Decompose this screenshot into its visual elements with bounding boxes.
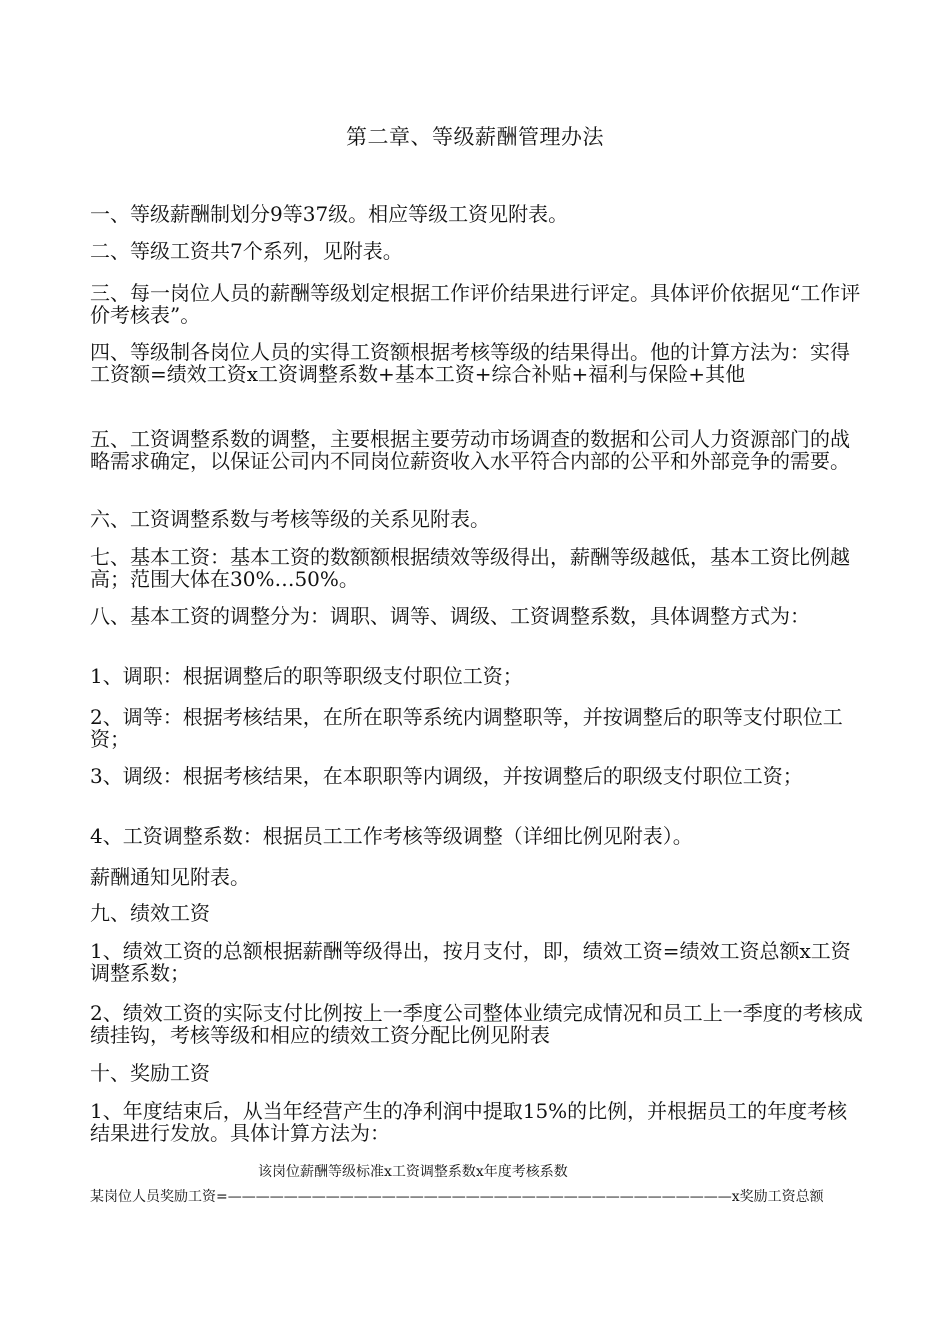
paragraph-9: 1、调职：根据调整后的职等职级支付职位工资； bbox=[90, 664, 523, 688]
paragraph-12: 4、工资调整系数：根据员工工作考核等级调整（详细比例见附表）。 bbox=[90, 824, 693, 848]
paragraph-10: 2、调等：根据考核结果，在所在职等系统内调整职等，并按调整后的职等支付职位工资； bbox=[90, 705, 843, 751]
paragraph-11: 3、调级：根据考核结果，在本职职等内调级，并按调整后的职级支付职位工资； bbox=[90, 764, 803, 788]
paragraph-2: 二、等级工资共7个系列，见附表。 bbox=[90, 239, 403, 263]
paragraph-6: 六、工资调整系数与考核等级的关系见附表。 bbox=[90, 507, 490, 531]
paragraph-13: 薪酬通知见附表。 bbox=[90, 865, 250, 889]
chapter-title: 第二章、等级薪酬管理办法 bbox=[346, 125, 604, 149]
paragraph-15: 1、绩效工资的总额根据薪酬等级得出，按月支付，即，绩效工资=绩效工资总额x工资调整系数； bbox=[90, 939, 851, 985]
paragraph-3: 三、每一岗位人员的薪酬等级划定根据工作评价结果进行评定。具体评价依据见“工作评价考核表”。 bbox=[90, 281, 861, 327]
paragraph-7: 七、基本工资：基本工资的数额额根据绩效等级得出，薪酬等级越低，基本工资比例越高；范围大体在30%…50%。 bbox=[90, 545, 850, 591]
paragraph-4: 四、等级制各岗位人员的实得工资额根据考核等级的结果得出。他的计算方法为：实得工资额=绩效工资x工资调整系数+基本工资+综合补贴+福利与保险+其他 bbox=[90, 340, 850, 386]
paragraph-16: 2、绩效工资的实际支付比例按上一季度公司整体业绩完成情况和员工上一季度的考核成绩挂钩，考核等级和相应的绩效工资分配比例见附表 bbox=[90, 1001, 863, 1047]
paragraph-5: 五、工资调整系数的调整，主要根据主要劳动市场调查的数据和公司人力资源部门的战略需求确定，以保证公司内不同岗位薪资收入水平符合内部的公平和外部竞争的需要。 bbox=[90, 427, 850, 473]
paragraph-8: 八、基本工资的调整分为：调职、调等、调级、工资调整系数，具体调整方式为： bbox=[90, 604, 810, 628]
paragraph-1: 一、等级薪酬制划分9等37级。相应等级工资见附表。 bbox=[90, 202, 569, 226]
section-heading-9: 九、绩效工资 bbox=[90, 901, 210, 925]
formula-line: 某岗位人员奖励工资=————————————————————————————————————x奖励工资总额 bbox=[90, 1189, 824, 1205]
paragraph-18: 1、年度结束后，从当年经营产生的净利润中提取15%的比例，并根据员工的年度考核结果进行发放。具体计算方法为： bbox=[90, 1099, 848, 1145]
formula-numerator: 该岗位薪酬等级标准x工资调整系数x年度考核系数 bbox=[258, 1164, 568, 1180]
section-heading-10: 十、奖励工资 bbox=[90, 1061, 210, 1085]
